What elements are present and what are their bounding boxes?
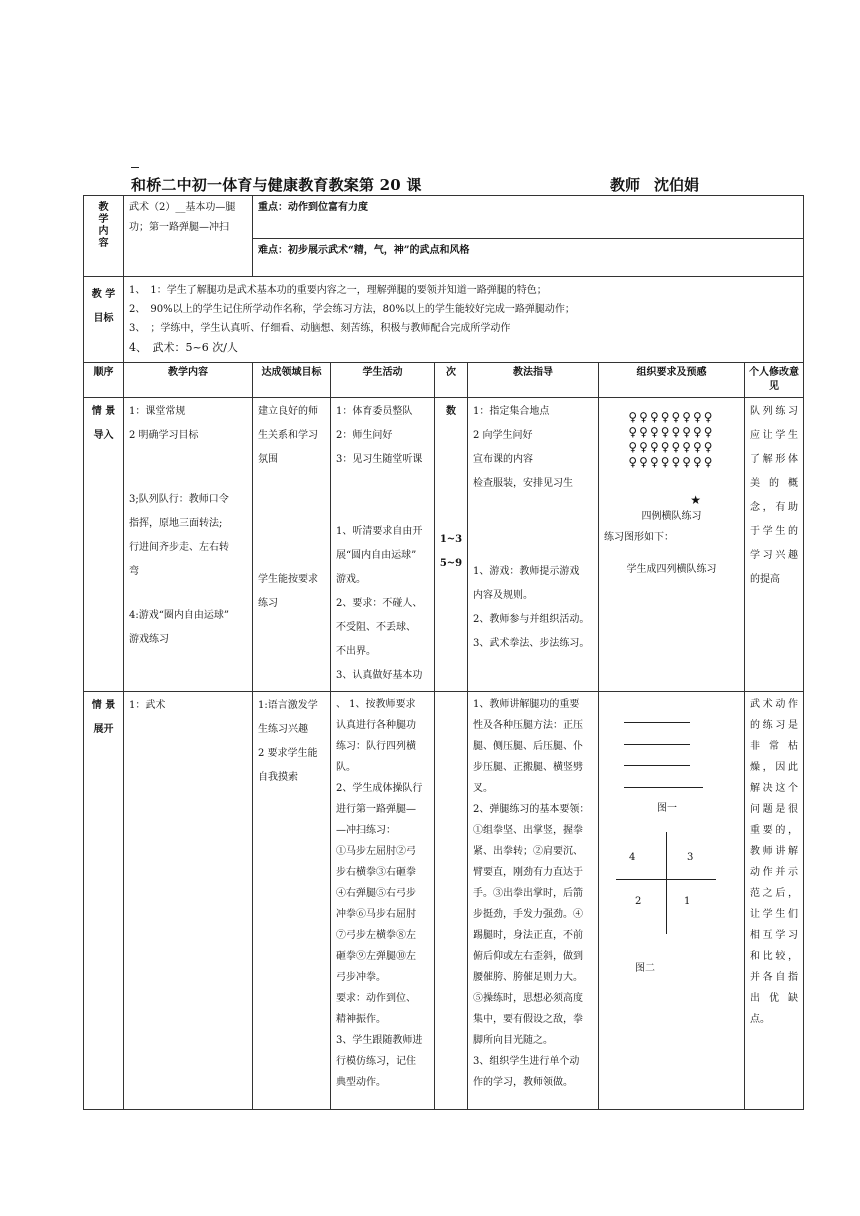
- figure1-line: [624, 722, 690, 723]
- table-row: [84, 398, 804, 692]
- header-dash: [131, 167, 139, 168]
- teacher-star-icon: ★: [690, 493, 701, 507]
- row1-order: 情 景 导入: [84, 398, 124, 692]
- row1-notes: 队列练习应让学生了解形体美的概念，有助于学生的学习兴趣的提高: [745, 398, 804, 692]
- objectives-list: [124, 277, 804, 363]
- quadrant-label: 3: [687, 852, 694, 863]
- row2-activity: 、 1、按教师要求 认真进行各种腿功 练习：队行四列横 队。 2、学生成体操队行 进行第一路弹腿— —冲扫练习： ①马步左屈肘②弓 步右横拳③右砸拳 ④右弹腿⑤右弓步 冲拳⑥马步右屈肘 ⑦弓步左横拳⑧左 砸拳⑨左弹腿⑩左 弓步冲拳。 要求：动作到位、 精神振作。 3、学生跟随教师进 行模仿练习，记住 典型动作。: [331, 692, 435, 1110]
- formation-label: 四例横队练习: [641, 511, 702, 522]
- col-notes: 个人修改意见: [745, 363, 804, 398]
- figure2-vertical: [666, 832, 667, 934]
- col-goal: 达成领域目标: [253, 363, 331, 398]
- teacher-label: 教师: [610, 176, 641, 194]
- col-order: 顺序: [84, 363, 124, 398]
- formation-people: ♀♀♀♀♀♀♀♀ ♀♀♀♀♀♀♀♀ ♀♀♀♀♀♀♀♀ ♀♀♀♀♀♀♀♀: [628, 410, 715, 469]
- page-title: 和桥二中初一体育与健康教育教案第 20 课: [131, 176, 422, 194]
- row2-organization: [599, 692, 745, 1110]
- figure1-line: [624, 765, 690, 766]
- difficulty-point: 难点：初步展示武术“精，气，神”的武点和风格: [253, 239, 804, 277]
- row2-count: [435, 692, 468, 1110]
- table-row: [84, 692, 804, 1110]
- col-organization: 组织要求及预感: [599, 363, 745, 398]
- col-activity: 学生活动: [331, 363, 435, 398]
- quadrant-label: 4: [629, 852, 636, 863]
- row1-count: 数 1~3 5~9: [435, 398, 468, 692]
- row1-organization: [599, 398, 745, 692]
- col-method: 教法指导: [468, 363, 599, 398]
- figure-caption: 练习图形如下：: [604, 532, 674, 543]
- teacher-line: [610, 174, 699, 195]
- row2-content: 1：武术: [124, 692, 253, 1110]
- objective-item: 2、 90%以上的学生记住所学动作名称，学会练习方法，80%以上的学生能较好完成一路弹腿动作；: [129, 304, 575, 315]
- teacher-name: 沈伯娟: [654, 176, 700, 194]
- content-topic: 武术（2）__基本功—腿功；第一路弹腿—冲扫: [124, 196, 253, 277]
- row1-activity: 1：体育委员整队 2：师生问好 3：见习生随堂听课 1、听清要求自由开 展“圆内自由运球” 游戏。 2、要求：不碰人、 不受阻、不丢球、 不出界。 3、认真做好基本功: [331, 398, 435, 692]
- row2-notes: 武术动作的练习是非常枯燥，因此解决这个问题是很重要的，教师讲解动作并示范之后，让学生们相互学习和比较，并各自指出优缺点。: [745, 692, 804, 1110]
- quadrant-label: 2: [635, 896, 642, 907]
- col-count: 次: [435, 363, 468, 398]
- figure1-label: 图一: [657, 803, 677, 814]
- col-content: 教学内容: [124, 363, 253, 398]
- objective-item: 4、 武术：5~6 次/人: [129, 341, 238, 354]
- objectives-label: 教 学 目标: [84, 277, 124, 363]
- row2-method: 1、教师讲解腿功的重要 性及各种压腿方法：正压 腿、侧压腿、后压腿、仆 步压腿、正搬腿、横竖劈 叉。 2、弹腿练习的基本要领： ①组拳坚、出掌竖，握拳 紧、出拳转；②肩要沉、 臂要直，刚劲有力直达于 手。③出拳出掌时，后箭 步挺劲，手发力强劲。④ 踢腿时，身法正直，不前 俯后仰或左右歪斜，做到 腰催胯、胯催足则力大。 ⑤操练时，思想必须高度 集中，要有假设之敌，拳 脚所向目光随之。 3、组织学生进行单个动 作的学习，教师领做。: [468, 692, 599, 1110]
- objective-item: 1、 1：学生了解腿功是武术基本功的重要内容之一，理解弹腿的要领并知道一路弹腿的特色；: [129, 285, 547, 296]
- content-label: 教 学 内 容: [84, 196, 124, 277]
- formation-result: 学生成四列横队练习: [626, 564, 717, 575]
- objective-item: 3、 ；学练中，学生认真听、仔细看、动脑想、刻苦练，积极与教师配合完成所学动作: [129, 323, 511, 334]
- lesson-plan-table: [83, 195, 804, 1110]
- figure2-label: 图二: [635, 963, 655, 974]
- figure2-horizontal: [616, 879, 716, 880]
- formation-diagrams: [599, 692, 744, 1092]
- figure1-line: [624, 744, 690, 745]
- row1-content: 1：课堂常规 2 明确学习目标 3;队列队行：教师口令 指挥，原地三面转法; 行进间齐步走、左右转 弯 4:游戏“圈内自由运球” 游戏练习: [124, 398, 253, 692]
- key-point: 重点：动作到位富有力度: [253, 196, 804, 239]
- row2-order: 情 景 展开: [84, 692, 124, 1110]
- quadrant-label: 1: [684, 896, 691, 907]
- row2-goal: 1:语言激发学 生练习兴趣 2 要求学生能 自我摸索: [253, 692, 331, 1110]
- row1-goal: 建立良好的师 生关系和学习 氛围 学生能按要求 练习: [253, 398, 331, 692]
- row1-method: 1：指定集合地点 2 向学生问好 宣布课的内容 检查服装，安排见习生 1、游戏：教师提示游戏 内容及规则。 2、教师参与并组织活动。 3、武术拳法、步法练习。: [468, 398, 599, 692]
- figure1-line: [624, 787, 703, 788]
